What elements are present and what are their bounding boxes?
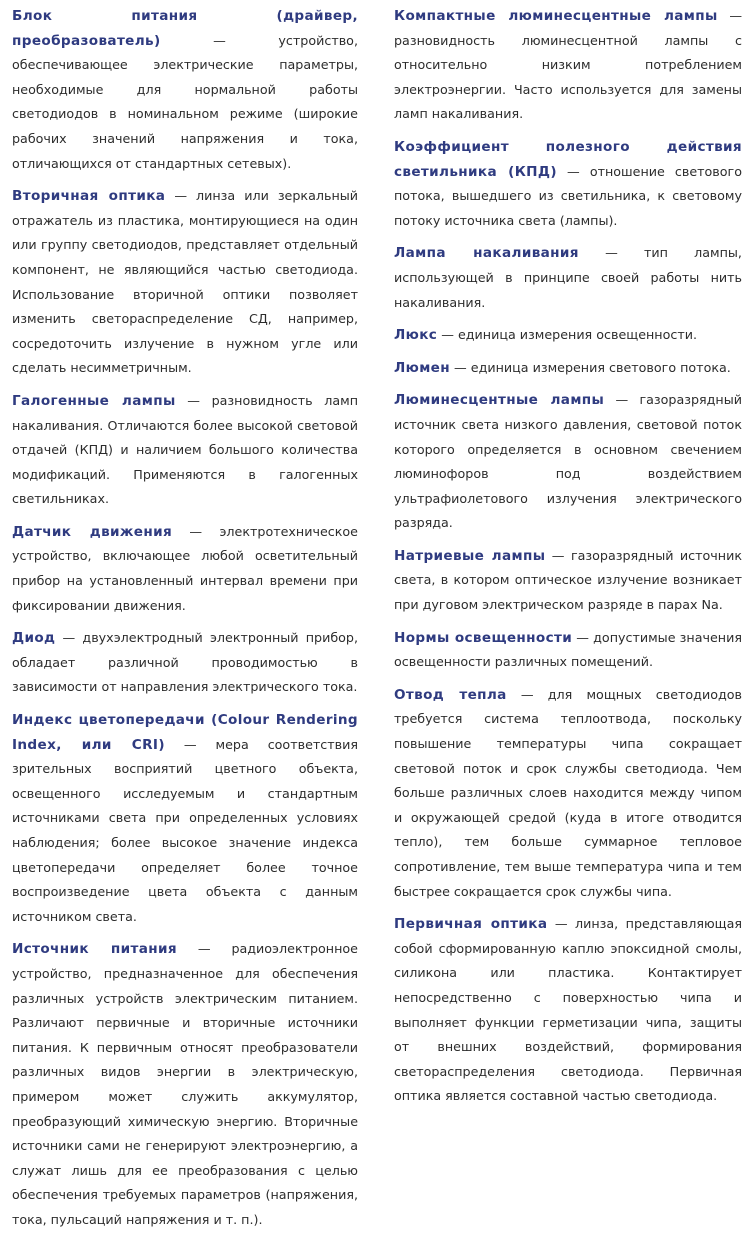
glossary-entry — [394, 388, 742, 536]
glossary-entry — [394, 683, 742, 904]
glossary-term: Компактные люминесцентные лампы — [394, 8, 718, 24]
separator-dash: — — [62, 630, 76, 646]
glossary-entry — [12, 389, 358, 512]
right-column — [394, 4, 742, 1104]
separator-dash: — — [189, 523, 203, 539]
glossary-definition: радиоэлектронное устройство, предназначенное для обеспечения различных устройств электрическим питанием. Различают первичные и вторичные источники питания. К первичным относят преобразователи различных видов энергии в электрическую, примером может служить аккумулятор, преобразующий химическую энергию. Вторичные источники сами не генерируют электроэнергию, а служат лишь для ее преобразования с целью обеспечения требуемых параметров (напряжения, тока, пульсаций напряжения и т. п.). — [12, 941, 358, 1227]
glossary-definition: тип лампы, использующей в принципе своей работы нить накаливания. — [394, 245, 742, 310]
glossary-definition: единица измерения освещенности. — [457, 327, 698, 343]
glossary-definition: двухэлектродный электронный прибор, обладает различной проводимостью в зависимости от направления электрического тока. — [12, 630, 358, 695]
glossary-entry — [394, 626, 742, 675]
glossary-term: Первичная оптика — [394, 916, 548, 933]
separator-dash: — — [197, 941, 211, 957]
glossary-term: Лампа накаливания — [394, 245, 579, 262]
separator-dash: — — [576, 629, 589, 645]
glossary-definition: устройство, обеспечивающее электрические параметры, необходимые для нормальной работы светодиодов в номинальном режиме (широкие рабочих значений напряжения и тока, отличающихся от стандартных сетевых). — [12, 32, 358, 171]
separator-dash: — — [729, 8, 742, 23]
glossary-definition: единица измерения светового потока. — [470, 359, 731, 375]
separator-dash: — — [213, 32, 226, 48]
glossary-definition: линза, представляющая собой сформированную каплю эпоксидной смолы, силикона или пластика. Контактирует непосредственно с поверхностью чипа и выполняет функции герметизации чипа, защиты от внешних воздействий, формирования светораспределения светодиода. Первичная оптика является составной частью светодиода. — [394, 916, 742, 1104]
glossary-entry — [12, 626, 358, 700]
glossary-term: Источник питания — [12, 941, 177, 958]
glossary-entry — [12, 937, 358, 1232]
glossary-definition: линза или зеркальный отражатель из пластика, монтирующиеся на один или группу светодиодов, представляет отдельный компонент, не являющийся частью светодиода. Использование вторичной оптики позволяет изменить светораспределение СД, например, сосредоточить излучение в нужном угле или сделать несимметричным. — [12, 188, 359, 376]
glossary-entry — [394, 241, 742, 315]
glossary-term: Галогенные лампы — [12, 392, 176, 409]
glossary-definition: отношение светового потока, вышедшего из светильника, к световому потоку источника света (лампы). — [394, 163, 742, 228]
glossary-definition: разновидность ламп накаливания. Отличаются более высокой световой отдачей (КПД) и наличием большого количества модификаций. Применяются в галогенных светильниках. — [12, 392, 358, 507]
glossary-definition: разновидность люминесцентной лампы с относительно низким потреблением электроэнергии. Часто используется для замены ламп накаливания. — [394, 32, 742, 122]
glossary-entry — [12, 184, 358, 381]
separator-dash: — — [187, 392, 200, 408]
glossary-entry — [394, 323, 742, 348]
glossary-definition: газоразрядный источник света низкого давления, световой поток которого определяется в основном свечением люминофоров под воздействием ультрафиолетового излучения электрического разряда. — [394, 392, 742, 531]
glossary-definition: газоразрядный источник света, в котором оптическое излучение возникает при дуговом электрическом разряде в парах Na. — [394, 547, 742, 613]
glossary-entry — [394, 912, 742, 1109]
glossary-entry — [12, 4, 358, 176]
separator-dash: — — [174, 188, 188, 204]
glossary-term: Нормы освещенности — [394, 629, 573, 646]
glossary-entry — [394, 4, 742, 127]
glossary-definition: электротехническое устройство, включающее любой осветительный прибор на установленный интервал времени при фиксировании движения. — [12, 523, 358, 613]
glossary-term: Коэффициент полезного действия светильника (КПД) — [394, 138, 742, 180]
glossary-term: Диод — [12, 630, 56, 647]
glossary-term: Люмен — [394, 359, 450, 376]
glossary-entry — [394, 544, 742, 618]
separator-dash: — — [615, 392, 629, 408]
glossary-term: Вторичная оптика — [12, 188, 166, 205]
glossary-entry — [394, 135, 742, 233]
separator-dash: — — [605, 245, 618, 261]
glossary-term: Люкс — [394, 327, 438, 344]
separator-dash: — — [520, 686, 534, 702]
glossary-entry — [12, 708, 358, 929]
left-column — [12, 4, 359, 1227]
glossary-entry — [394, 356, 742, 381]
separator-dash: — — [554, 916, 568, 932]
glossary-entry — [12, 520, 358, 618]
separator-dash: — — [567, 163, 580, 179]
separator-dash: — — [441, 327, 454, 343]
glossary-definition: допустимые значения освещенности различных помещений. — [394, 629, 742, 670]
glossary-definition: мера соответствия зрительных восприятий цветного объекта, освещенного исследуемым и стандартным источниками света при определенных условиях наблюдения; более высокое значение индекса цветопередачи определяет более точное воспроизведение цвета объекта с данным источником света. — [12, 736, 358, 924]
separator-dash: — — [454, 359, 467, 375]
glossary-term: Блок питания (драйвер, преобразователь) — [12, 8, 358, 49]
glossary-term: Индекс цветопередачи (Colour Rendering Index, или CRI) — [12, 712, 358, 753]
glossary-term: Натриевые лампы — [394, 547, 546, 564]
glossary-term: Люминесцентные лампы — [394, 392, 605, 409]
glossary-definition: для мощных светодиодов требуется система теплоотвода, поскольку повышение температуры чипа сокращает световой поток и срок службы светодиода. Чем больше различных слоев находится между чипом и окружающей средой (куда в итоге отводится тепло), тем больше суммарное тепловое сопротивление, тем выше температура чипа и тем быстрее сокращается срок службы чипа. — [394, 686, 742, 899]
glossary-term: Датчик движения — [12, 523, 173, 540]
separator-dash: — — [183, 736, 197, 752]
separator-dash: — — [551, 547, 565, 563]
glossary-term: Отвод тепла — [394, 686, 507, 703]
